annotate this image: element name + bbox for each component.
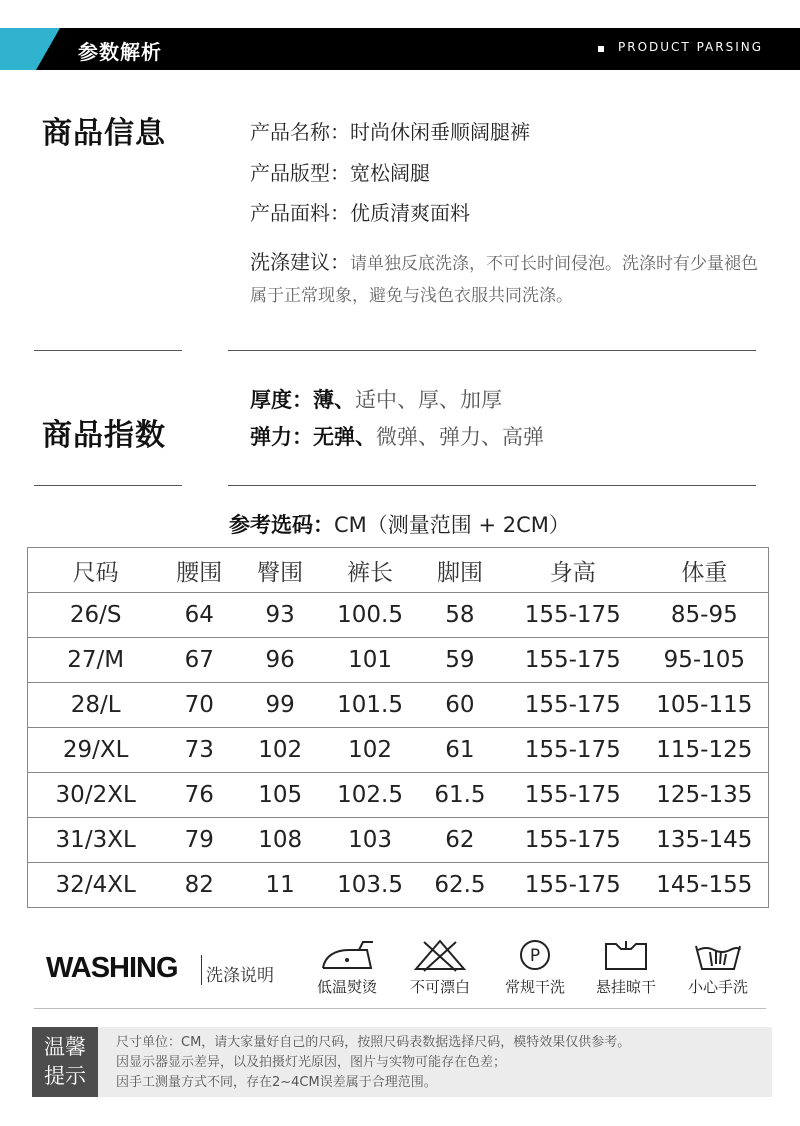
care-item-handwash [674,938,762,997]
table-cell: 61.5 [415,773,505,818]
header-accent [0,28,60,70]
notice-tag [32,1027,98,1097]
header-hip: 臀围 [235,548,325,593]
size-table [27,547,769,908]
table-row [28,728,769,773]
header-weight: 体重 [641,548,769,593]
header-subtitle: PRODUCT PARSING [618,40,764,54]
table-cell: 62 [415,818,505,863]
table-row [28,863,769,908]
care-item-dryclean [491,938,579,997]
product-name-label: 产品名称： [250,120,350,144]
product-name-value: 时尚休闲垂顺阔腿裤 [350,120,530,144]
divider-left-bottom [34,485,182,486]
thickness-row [250,384,502,414]
notice-text [116,1033,630,1093]
header-bar [0,28,800,70]
product-name-row [250,116,530,145]
table-cell: 155-175 [505,773,641,818]
size-reference-label: 参考选码： [229,513,334,537]
header-size: 尺码 [28,548,164,593]
product-fabric-row [250,197,470,226]
care-item-bleach [396,938,484,997]
notice-line: 尺寸单位：CM，请大家量好自己的尺码，按照尺码表数据选择尺码，模特效果仅供参考。 [116,1035,631,1050]
header-title: 参数解析 [78,40,162,64]
header-height: 身高 [505,548,641,593]
elasticity-options: 微弹、弹力、高弹 [376,425,544,449]
table-cell: 11 [265,872,295,898]
table-cell: 99 [235,683,325,728]
table-cell: 96 [235,638,325,683]
table-cell: 30/2XL [28,773,164,818]
thickness-selected: 薄、 [313,388,355,412]
thickness-options: 适中、厚、加厚 [355,388,502,412]
product-fabric-label: 产品面料： [250,201,350,225]
table-cell: 85-95 [641,593,769,638]
care-label-iron: 低温熨烫 [316,978,377,996]
table-cell: 31/3XL [28,818,164,863]
care-label-hang: 悬挂晾干 [595,978,656,996]
table-cell: 155-175 [505,728,641,773]
table-cell: 105 [235,773,325,818]
size-table-header [28,548,769,593]
table-cell: 67 [163,638,235,683]
divider-left-top [34,350,182,351]
table-cell: 26/S [28,593,164,638]
table-cell: 95-105 [641,638,769,683]
size-reference-unit: CM（测量范围 + 2CM） [334,513,570,537]
washing-divider-line [34,1008,766,1009]
header-length: 裤长 [325,548,415,593]
table-row [28,638,769,683]
iron-low-icon [315,938,379,972]
svg-text:P: P [529,946,541,966]
table-row [28,683,769,728]
care-item-iron [303,938,391,997]
table-cell: 103.5 [337,872,403,898]
table-cell: 27/M [28,638,164,683]
table-row [28,818,769,863]
hang-dry-icon [594,938,658,972]
table-cell: 64 [163,593,235,638]
washing-divider [201,955,202,985]
notice-box [32,1027,772,1097]
table-cell: 102 [235,728,325,773]
table-cell: 155-175 [505,593,641,638]
table-cell: 82 [184,872,214,898]
table-cell: 62.5 [434,872,486,898]
care-item-hang [582,938,670,997]
no-bleach-icon [408,938,472,972]
table-cell: 115-125 [641,728,769,773]
wash-advice-text: 请单独反底洗涤，不可长时间侵泡。洗涤时有少量褪色属于正常现象，避免与浅色衣服共同洗涤。 [250,254,758,306]
notice-tag-line1: 温馨 [44,1035,86,1059]
wash-advice [250,246,770,312]
table-cell: 100.5 [325,593,415,638]
notice-line: 因显示器显示差异，以及拍摄灯光原因，图片与实物可能存在色差； [116,1055,507,1070]
table-cell: 76 [163,773,235,818]
care-label-dryclean: 常规干洗 [504,978,565,996]
table-cell: 102 [325,728,415,773]
table-cell: 101 [325,638,415,683]
washing-logo: WASHING [46,952,178,984]
hand-wash-icon [686,938,750,972]
table-cell: 105-115 [641,683,769,728]
table-cell: 60 [415,683,505,728]
table-cell: 155-175 [505,683,641,728]
care-label-bleach: 不可漂白 [409,978,470,996]
product-fit-value: 宽松阔腿 [350,161,430,185]
table-cell: 103 [325,818,415,863]
dry-clean-p-icon [503,938,567,972]
table-cell: 59 [415,638,505,683]
table-cell: 58 [415,593,505,638]
product-info-heading: 商品信息 [42,116,166,151]
wash-advice-label: 洗涤建议： [250,250,350,274]
table-cell: 135-145 [641,818,769,863]
product-fit-row [250,157,430,186]
elasticity-row [250,421,544,451]
table-cell: 73 [163,728,235,773]
table-cell: 102.5 [325,773,415,818]
table-cell: 61 [415,728,505,773]
table-row [28,593,769,638]
product-fabric-value: 优质清爽面料 [350,201,470,225]
product-fit-label: 产品版型： [250,161,350,185]
table-cell: 70 [163,683,235,728]
table-cell: 32/4XL [55,872,136,898]
elasticity-label: 弹力： [250,425,313,449]
divider-right-bottom [228,485,756,486]
header-square-icon [598,46,604,52]
table-cell: 155-175 [505,638,641,683]
size-reference [229,509,570,539]
table-cell: 125-135 [641,773,769,818]
divider-right-top [228,350,756,351]
table-cell: 29/XL [28,728,164,773]
table-cell: 155-175 [524,872,621,898]
table-cell: 108 [235,818,325,863]
header-hem: 脚围 [415,548,505,593]
care-label-handwash: 小心手洗 [687,978,748,996]
elasticity-selected: 无弹、 [313,425,376,449]
notice-tag-line2: 提示 [44,1064,86,1088]
table-cell: 101.5 [325,683,415,728]
header-waist: 腰围 [163,548,235,593]
table-cell: 93 [235,593,325,638]
table-row [28,773,769,818]
product-index-heading: 商品指数 [42,418,166,453]
table-cell: 155-175 [505,818,641,863]
notice-line: 因手工测量方式不同，存在2~4CM误差属于合理范围。 [116,1075,437,1090]
thickness-label: 厚度： [250,388,313,412]
washing-label: 洗涤说明 [206,966,274,986]
table-cell: 28/L [28,683,164,728]
table-cell: 145-155 [656,872,753,898]
table-cell: 79 [163,818,235,863]
